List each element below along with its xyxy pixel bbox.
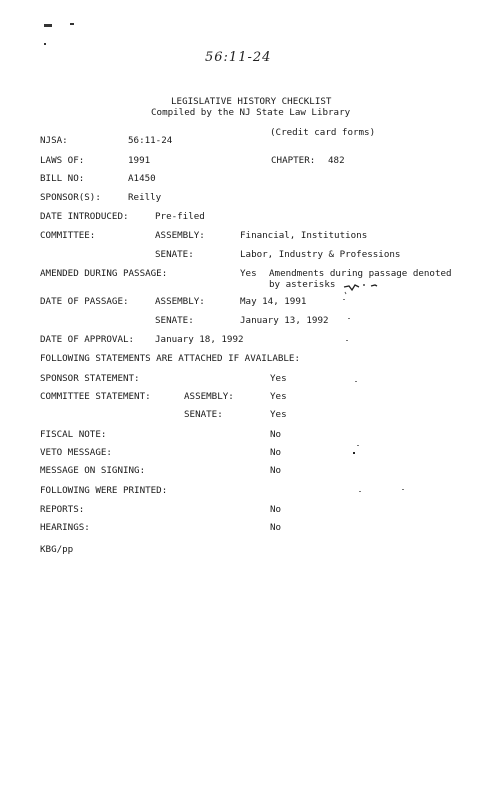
njsa-label: NJSA: — [40, 135, 68, 146]
introduced-label: DATE INTRODUCED: — [40, 211, 129, 222]
committee-assembly-label: ASSEMBLY: — [155, 230, 205, 241]
hearings-value: No — [270, 522, 282, 533]
veto-value: No — [270, 447, 282, 458]
committee-senate-label: SENATE: — [155, 249, 194, 260]
scan-speck — [348, 318, 350, 319]
veto-label: VETO MESSAGE: — [40, 447, 112, 458]
scan-speck — [402, 489, 404, 490]
chapter-value: 482 — [328, 155, 345, 166]
bill-value: A1450 — [128, 173, 156, 184]
hearings-label: HEARINGS: — [40, 522, 90, 533]
sponsor-value: Reilly — [128, 192, 162, 203]
approval-value: January 18, 1992 — [155, 334, 244, 345]
fiscal-label: FISCAL NOTE: — [40, 429, 107, 440]
committee-statement-senate-value: Yes — [270, 409, 287, 420]
approval-label: DATE OF APPROVAL: — [40, 334, 135, 345]
committee-statement-label: COMMITTEE STATEMENT: — [40, 391, 151, 402]
amended-note: Amendments during passage denoted — [269, 268, 452, 279]
sponsor-label: SPONSOR(S): — [40, 192, 101, 203]
scan-speck — [359, 491, 361, 492]
printed-heading: FOLLOWING WERE PRINTED: — [40, 485, 168, 496]
fiscal-value: No — [270, 429, 282, 440]
njsa-value: 56:11-24 — [128, 135, 173, 146]
chapter-label: CHAPTER: — [271, 155, 316, 166]
sponsor-statement-value: Yes — [270, 373, 287, 384]
laws-label: LAWS OF: — [40, 155, 85, 166]
handwritten-reference: 56:11-24 — [205, 50, 272, 65]
amended-label: AMENDED DURING PASSAGE: — [40, 268, 168, 279]
scan-mark — [44, 24, 52, 27]
scan-speck — [346, 340, 348, 341]
scan-speck — [353, 452, 355, 454]
passage-label: DATE OF PASSAGE: — [40, 296, 129, 307]
signing-value: No — [270, 465, 282, 476]
committee-assembly-value: Financial, Institutions — [240, 230, 368, 241]
committee-statement-senate-label: SENATE: — [184, 409, 223, 420]
introduced-value: Pre-filed — [155, 211, 205, 222]
amended-note: by asterisks — [269, 279, 336, 290]
committee-senate-value: Labor, Industry & Professions — [240, 249, 401, 260]
passage-senate-label: SENATE: — [155, 315, 194, 326]
reports-value: No — [270, 504, 282, 515]
scan-speck — [355, 381, 357, 382]
signing-label: MESSAGE ON SIGNING: — [40, 465, 146, 476]
committee-statement-assembly-value: Yes — [270, 391, 287, 402]
passage-senate-value: January 13, 1992 — [240, 315, 329, 326]
statements-heading: FOLLOWING STATEMENTS ARE ATTACHED IF AVAILABLE: — [40, 353, 300, 364]
scan-speck — [357, 445, 359, 446]
scan-mark — [70, 23, 74, 25]
form-note: (Credit card forms) — [270, 127, 376, 138]
scan-mark — [44, 43, 46, 45]
checklist-title: LEGISLATIVE HISTORY CHECKLIST — [171, 96, 332, 107]
amended-value: Yes — [240, 268, 257, 279]
bill-label: BILL NO: — [40, 173, 85, 184]
passage-assembly-label: ASSEMBLY: — [155, 296, 205, 307]
reports-label: REPORTS: — [40, 504, 85, 515]
committee-statement-assembly-label: ASSEMBLY: — [184, 391, 234, 402]
scan-speck — [343, 299, 345, 300]
sponsor-statement-label: SPONSOR STATEMENT: — [40, 373, 140, 384]
initials-scribble — [343, 281, 401, 295]
passage-assembly-value: May 14, 1991 — [240, 296, 307, 307]
checklist-subtitle: Compiled by the NJ State Law Library — [151, 107, 351, 118]
footer-initials: KBG/pp — [40, 544, 74, 555]
committee-label: COMMITTEE: — [40, 230, 96, 241]
laws-value: 1991 — [128, 155, 151, 166]
